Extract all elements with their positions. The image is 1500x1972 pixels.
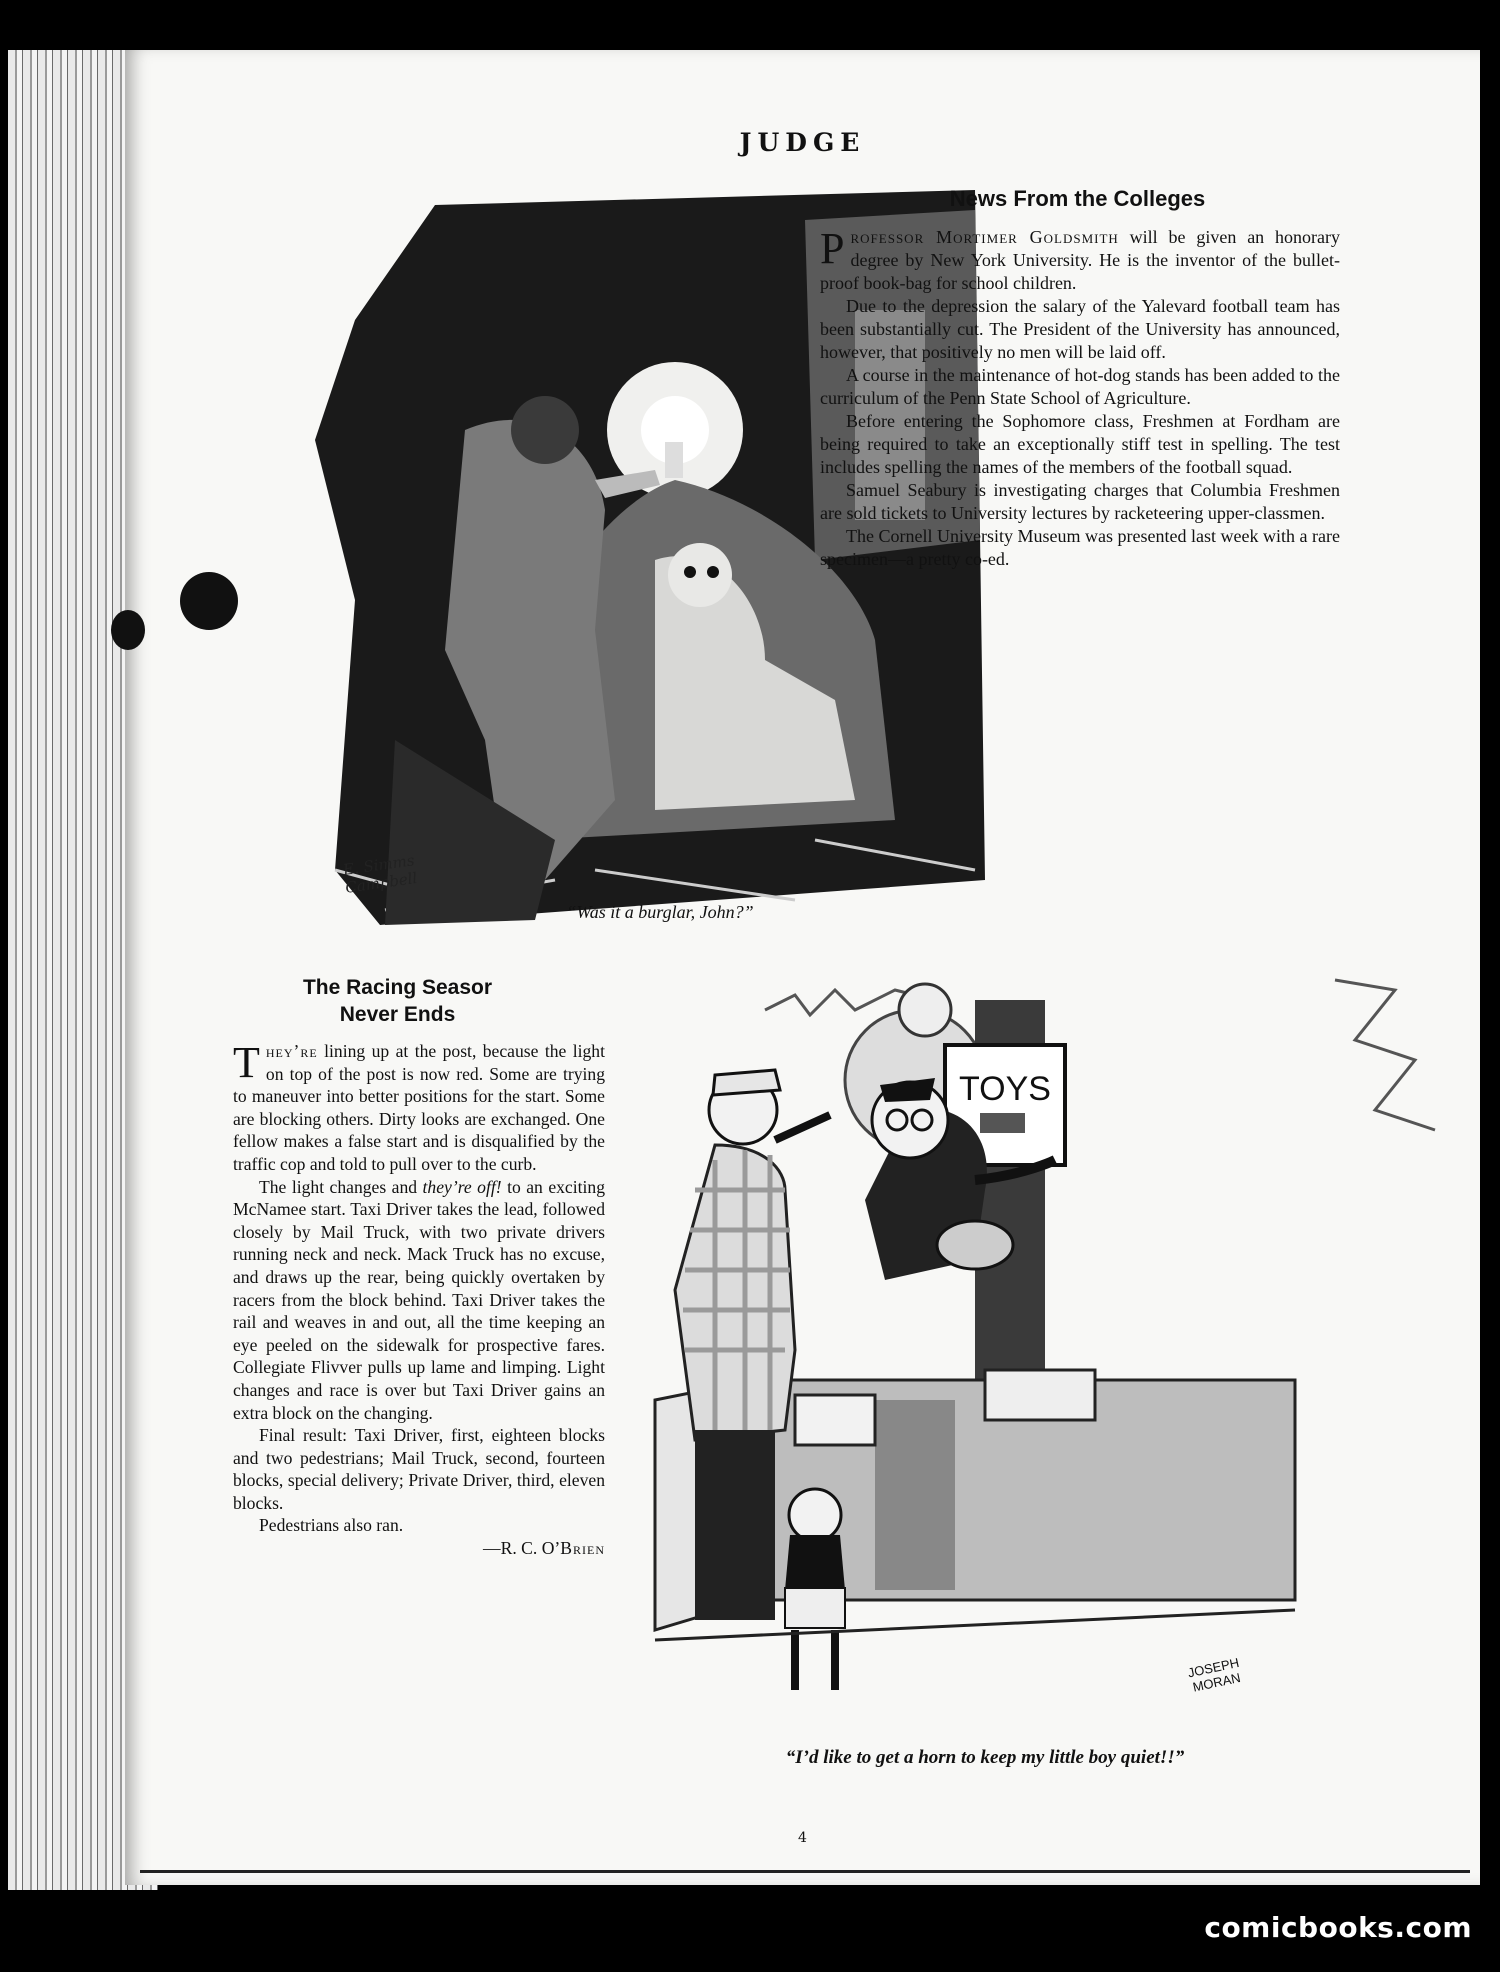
cartoon-caption: “Was it a burglar, John?” — [566, 902, 754, 922]
byline: —R. C. O’Brien — [483, 1538, 605, 1559]
news-column-text: Professor Mortimer Goldsmith will be given an honorary degree by New York University. He is the inventor of the bullet-proof book-bag for school children. Due to the depression the salary of the Yalevard football team has been substantially cut. The President of the University has announced, however, that positively no men will be laid off. A course in the maintenance of hot-dog stands has been added to the curriculum of the Penn State School of Agriculture. Before entering the Sophomore class, Freshmen at Fordham are being required to take an exceptionally stiff test in spelling. The test includes spelling the names of the members of the football squad. Samuel Seabury is investigating charges that Columbia Freshmen are sold tickets to University lectures by racketeering upper-classmen. The Cornell University Museum was presented last week with a rare specimen—a pretty co-ed. — [820, 224, 1341, 569]
masthead: JUDGE — [739, 128, 866, 157]
racing-column-text: They’re lining up at the post, because the light on top of the post is now red. Some are trying to maneuver into better positions for the start. Some are blocking others. Dirty looks are exchanged. One fellow makes a false start and is disqualified by the traffic cop and told to pull over to the curb. The light changes and they’re off! to an exciting McNamee start. Taxi Driver takes the lead, followed closely by Mail Truck, with two private drivers running neck and neck. Mack Truck has no excuse, and draws up the rear, being quickly overtaken by racers from the block behind. Taxi Driver takes the rail and weaves in and out, all the time keeping an eye peeled on the sidewalk for prospective fares. Collegiate Flivver pulls up lame and limping. Light changes and race is over but Taxi Driver gains an extra block on the changing. Final result: Taxi Driver, first, eighteen blocks and two pedestrians; Mail Truck, second, fourteen blocks, special delivery; Private Driver, third, eleven blocks. Pedestrians also ran. —R. C. O’Brien — [233, 1038, 605, 1559]
binding-hole — [180, 572, 238, 630]
binding-hole — [111, 610, 145, 650]
artist-signature: E. Simms Campbell — [341, 851, 419, 897]
racing-column-title: The Racing Seasor Never Ends — [302, 976, 493, 1026]
artist-signature: JOSEPH MORAN — [1186, 1654, 1242, 1695]
page-edge-line — [140, 1870, 1470, 1873]
cartoon-toy-store-illustration — [635, 930, 1465, 1800]
page-number: 4 — [798, 1830, 807, 1846]
drop-cap: T — [233, 1038, 260, 1087]
cartoon-caption: “I’d like to get a horn to keep my little boy quiet!!” — [785, 1747, 1185, 1768]
news-paragraph: Samuel Seabury is investigating charges that Columbia Freshmen are sold tickets to University lectures by racketeering upper-classmen. — [820, 480, 1340, 523]
news-paragraph: Before entering the Sophomore class, Freshmen at Fordham are being required to take an exceptionally stiff test in spelling. The test includes spelling the names of the members of the football squad. — [820, 411, 1340, 477]
news-column-title: News From the Colleges — [949, 186, 1206, 211]
news-paragraph: Due to the depression the salary of the Yalevard football team has been substantially cut. The President of the University has announced, however, that positively no men will be laid off. — [820, 296, 1340, 362]
watermark: comicbooks.com — [1204, 1911, 1472, 1944]
news-paragraph: A course in the maintenance of hot-dog stands has been added to the curriculum of the Penn State School of Agriculture. — [820, 365, 1340, 408]
news-paragraph: The Cornell University Museum was presented last week with a rare specimen—a pretty co-ed. — [820, 526, 1340, 569]
magazine-page — [125, 50, 1480, 1885]
toys-sign-text: TOYS — [959, 1070, 1051, 1108]
drop-cap: P — [820, 224, 845, 273]
